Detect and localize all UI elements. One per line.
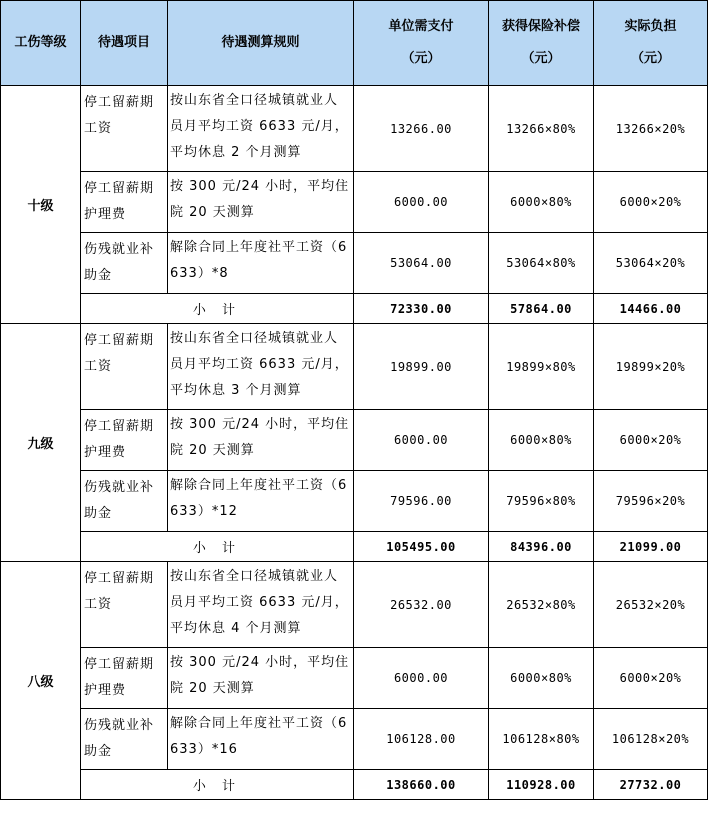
- subtotal-insurance: 57864.00: [489, 294, 594, 324]
- item-cell: 伤残就业补助金: [81, 233, 168, 294]
- subtotal-label: 小 计: [81, 770, 354, 800]
- header-insurance: [489, 1, 594, 86]
- pay-cell: 6000.00: [354, 410, 489, 471]
- actual-cell: 6000×20%: [594, 410, 708, 471]
- insurance-cell: 6000×80%: [489, 172, 594, 233]
- rule-cell: 按山东省全口径城镇就业人员月平均工资 6633 元/月，平均休息 4 个月测算: [168, 562, 354, 648]
- header-pay-line1: 单位需支付: [388, 19, 454, 34]
- rule-cell: 解除合同上年度社平工资（6633）*16: [168, 709, 354, 770]
- table-row: [1, 709, 708, 770]
- rule-cell: 按山东省全口径城镇就业人员月平均工资 6633 元/月，平均休息 3 个月测算: [168, 324, 354, 410]
- table-row: [1, 562, 708, 648]
- table-row: [1, 410, 708, 471]
- pay-cell: 19899.00: [354, 324, 489, 410]
- table-row: [1, 471, 708, 532]
- item-cell: 停工留薪期工资: [81, 562, 168, 648]
- header-pay: [354, 1, 489, 86]
- item-cell: 停工留薪期护理费: [81, 410, 168, 471]
- rule-cell: 按 300 元/24 小时，平均住院 20 天测算: [168, 172, 354, 233]
- insurance-cell: 13266×80%: [489, 86, 594, 172]
- pay-cell: 13266.00: [354, 86, 489, 172]
- insurance-cell: 53064×80%: [489, 233, 594, 294]
- insurance-cell: 6000×80%: [489, 648, 594, 709]
- actual-cell: 106128×20%: [594, 709, 708, 770]
- actual-cell: 13266×20%: [594, 86, 708, 172]
- subtotal-insurance: 84396.00: [489, 532, 594, 562]
- item-cell: 停工留薪期护理费: [81, 648, 168, 709]
- insurance-cell: 19899×80%: [489, 324, 594, 410]
- subtotal-label: 小 计: [81, 294, 354, 324]
- pay-cell: 53064.00: [354, 233, 489, 294]
- subtotal-label: 小 计: [81, 532, 354, 562]
- subtotal-actual: 21099.00: [594, 532, 708, 562]
- actual-cell: 26532×20%: [594, 562, 708, 648]
- subtotal-pay: 105495.00: [354, 532, 489, 562]
- header-actual: [594, 1, 708, 86]
- subtotal-row: [1, 770, 708, 800]
- subtotal-row: [1, 294, 708, 324]
- item-cell: 伤残就业补助金: [81, 709, 168, 770]
- header-actual-unit: （元）: [630, 51, 670, 66]
- header-pay-unit: （元）: [401, 51, 441, 66]
- header-rule: 待遇测算规则: [168, 1, 354, 86]
- insurance-cell: 79596×80%: [489, 471, 594, 532]
- table-row: [1, 86, 708, 172]
- insurance-cell: 106128×80%: [489, 709, 594, 770]
- subtotal-actual: 27732.00: [594, 770, 708, 800]
- header-insurance-unit: （元）: [521, 51, 561, 66]
- pay-cell: 6000.00: [354, 172, 489, 233]
- header-row: [1, 1, 708, 86]
- subtotal-row: [1, 532, 708, 562]
- pay-cell: 6000.00: [354, 648, 489, 709]
- rule-cell: 按山东省全口径城镇就业人员月平均工资 6633 元/月，平均休息 2 个月测算: [168, 86, 354, 172]
- subtotal-insurance: 110928.00: [489, 770, 594, 800]
- table-row: [1, 172, 708, 233]
- header-actual-line1: 实际负担: [624, 19, 677, 34]
- actual-cell: 79596×20%: [594, 471, 708, 532]
- grade-cell: 九级: [1, 324, 81, 562]
- subtotal-actual: 14466.00: [594, 294, 708, 324]
- actual-cell: 19899×20%: [594, 324, 708, 410]
- actual-cell: 6000×20%: [594, 648, 708, 709]
- insurance-cell: 6000×80%: [489, 410, 594, 471]
- subtotal-pay: 138660.00: [354, 770, 489, 800]
- pay-cell: 106128.00: [354, 709, 489, 770]
- pay-cell: 79596.00: [354, 471, 489, 532]
- pay-cell: 26532.00: [354, 562, 489, 648]
- actual-cell: 6000×20%: [594, 172, 708, 233]
- table-row: [1, 233, 708, 294]
- table-row: [1, 324, 708, 410]
- rule-cell: 解除合同上年度社平工资（6633）*8: [168, 233, 354, 294]
- grade-cell: 十级: [1, 86, 81, 324]
- subtotal-pay: 72330.00: [354, 294, 489, 324]
- header-item: 待遇项目: [81, 1, 168, 86]
- item-cell: 停工留薪期护理费: [81, 172, 168, 233]
- rule-cell: 按 300 元/24 小时，平均住院 20 天测算: [168, 410, 354, 471]
- actual-cell: 53064×20%: [594, 233, 708, 294]
- item-cell: 伤残就业补助金: [81, 471, 168, 532]
- item-cell: 停工留薪期工资: [81, 86, 168, 172]
- rule-cell: 解除合同上年度社平工资（6633）*12: [168, 471, 354, 532]
- grade-cell: 八级: [1, 562, 81, 800]
- rule-cell: 按 300 元/24 小时，平均住院 20 天测算: [168, 648, 354, 709]
- insurance-cell: 26532×80%: [489, 562, 594, 648]
- item-cell: 停工留薪期工资: [81, 324, 168, 410]
- header-grade: 工伤等级: [1, 1, 81, 86]
- table-row: [1, 648, 708, 709]
- header-insurance-line1: 获得保险补偿: [501, 19, 580, 34]
